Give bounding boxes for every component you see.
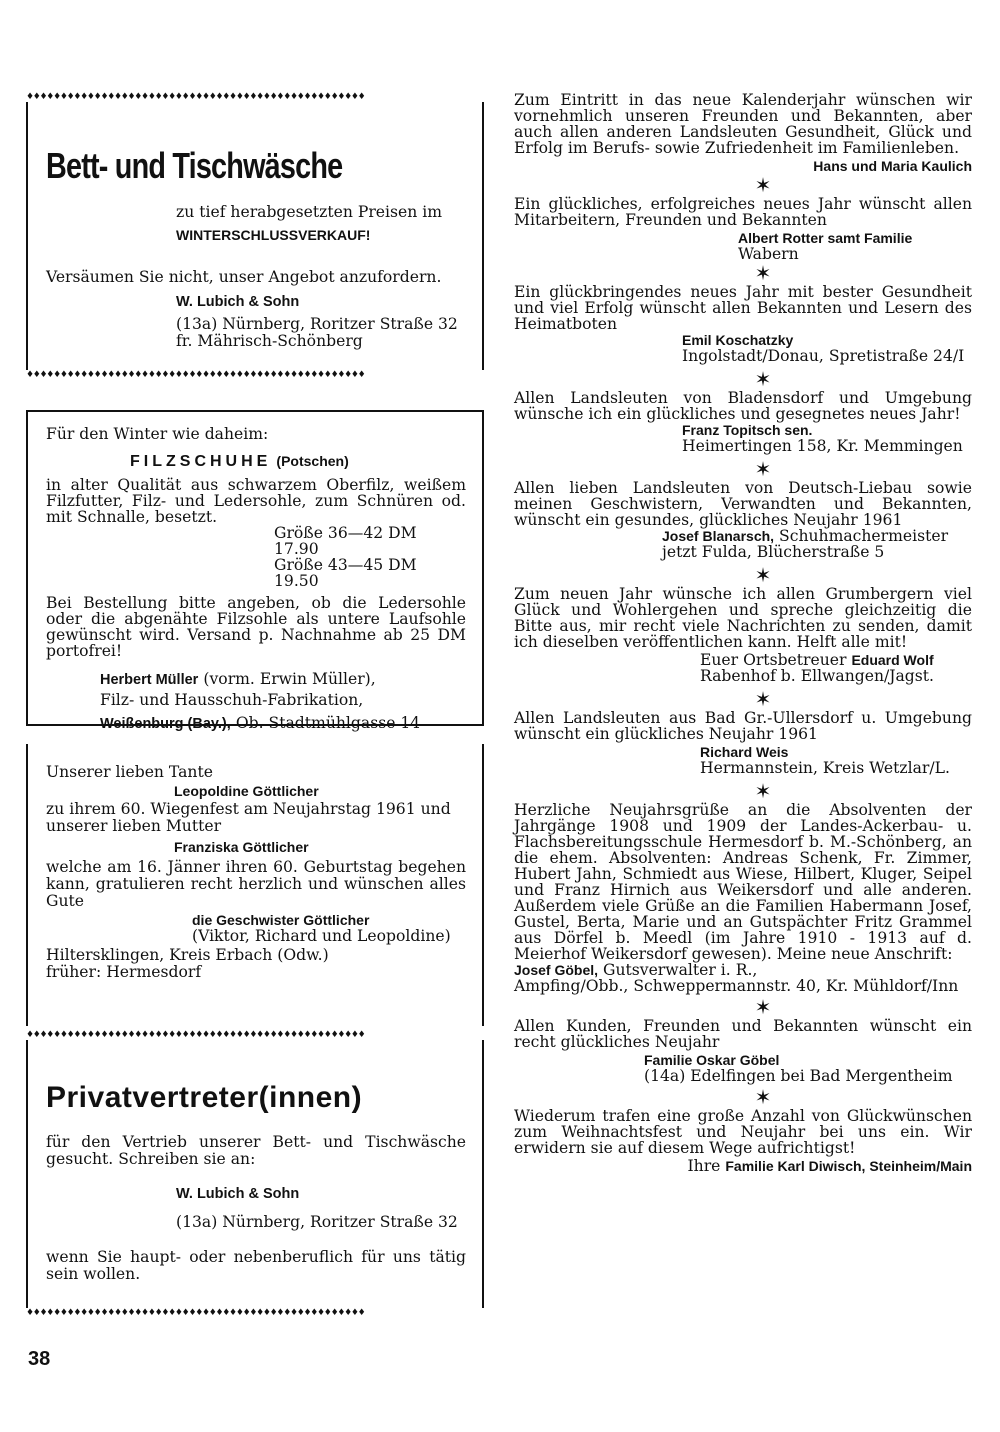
street: Ob. Stadtmühlgasse 14 xyxy=(235,714,421,732)
name-note: (vorm. Erwin Müller), xyxy=(203,670,376,688)
ad-text: Bei Bestellung bitte angeben, ob die Ledersohle oder die abgenähte Filzsohle als untere Laufsohle gewünscht wird. Versand p. Nachnahme ab 25 DM portofrei! xyxy=(46,594,466,660)
greeting-text: Allen Landsleuten aus Bad Gr.-Ullersdorf u. Umgebung wünscht ein glückliches Neujahr 1961 xyxy=(514,709,972,743)
greeting-text: Wiederum trafen eine große Anzahl von Glückwünschen zum Weihnachtsfest und Neujahr bei uns ein. Wir erwidern sie auf diesem Wege aufrichtigst! xyxy=(514,1107,972,1157)
star-icon: ✶ xyxy=(754,261,772,285)
ad-privatvertreter xyxy=(26,1030,484,1318)
person-name: Leopoldine Göttlicher xyxy=(174,783,319,799)
greeting-name: Richard Weis xyxy=(700,744,789,760)
ad-bettwaesche xyxy=(26,92,484,380)
ad-text: wenn Sie haupt- oder nebenberuflich für uns tätig sein wollen. xyxy=(46,1248,466,1283)
ad-text: Filz- und Hausschuh-Fabrikation, xyxy=(100,691,364,709)
greeting-text: Zum Eintritt in das neue Kalenderjahr wünschen wir vornehmlich unseren Freunden und Bekannten, aber auch allen anderen Landsleuten Gesundheit, Glück und Erfolg im Berufs- sowie Zufriedenheit im Familienleben. xyxy=(514,91,972,157)
page-number: 38 xyxy=(28,1348,51,1370)
ad-text: WINTERSCHLUSSVERKAUF! xyxy=(176,227,371,243)
greeting xyxy=(514,1108,972,1174)
person-name: Franziska Göttlicher xyxy=(174,839,309,855)
ad-text: für den Vertrieb unserer Bett- und Tischwäsche gesucht. Schreiben sie an: xyxy=(46,1133,466,1168)
greeting-address: (14a) Edelfingen bei Bad Mergentheim xyxy=(644,1067,953,1085)
ornament-border: ♦♦♦♦♦♦♦♦♦♦♦♦♦♦♦♦♦♦♦♦♦♦♦♦♦♦♦♦♦♦♦♦♦♦♦♦♦♦♦♦♦♦♦♦♦♦♦♦♦♦ xyxy=(26,92,365,102)
star-icon: ✶ xyxy=(754,563,772,587)
greeting-text: Allen lieben Landsleuten von Deutsch-Liebau sowie meinen Geschwistern, Verwandten und Bekannten, wünscht ein gesundes, glückliches Neujahr 1961 xyxy=(514,479,972,529)
greeting xyxy=(514,1018,972,1084)
ad-text: zu tief herabgesetzten Preisen im xyxy=(176,203,443,221)
person-name: Herbert Müller xyxy=(100,672,199,688)
ad-headline: Bett- und Tischwäsche xyxy=(46,145,343,186)
star-icon: ✶ xyxy=(754,457,772,481)
greeting-text: Allen Kunden, Freunden und Bekannten wünscht ein recht glückliches Neujahr xyxy=(514,1017,972,1051)
address: früher: Hermesdorf xyxy=(46,963,202,981)
star-icon: ✶ xyxy=(754,687,772,711)
greeting-text: Allen Landsleuten von Bladensdorf und Umgebung wünsche ich ein glückliches und gesegnetes neues Jahr! xyxy=(514,389,972,423)
greeting-name: Emil Koschatzky xyxy=(682,332,794,348)
ad-text: Für den Winter wie daheim: xyxy=(46,425,269,443)
greeting-name: Eduard Wolf xyxy=(851,652,934,668)
greeting-name: Familie Karl Diwisch, Steinheim/Main xyxy=(725,1158,972,1174)
product-name: FILZSCHUHE xyxy=(130,453,272,470)
signature: die Geschwister Göttlicher xyxy=(192,912,370,928)
company-name: W. Lubich & Sohn xyxy=(176,1186,300,1202)
greeting-address: Rabenhof b. Ellwangen/Jagst. xyxy=(700,667,935,685)
ad-text: welche am 16. Jänner ihren 60. Geburtstag begehen kann, gratulieren recht herzlich und wünschen alles Gute xyxy=(46,858,466,910)
star-icon: ✶ xyxy=(754,995,772,1019)
address: (13a) Nürnberg, Roritzer Straße 32 xyxy=(176,1213,458,1231)
greeting xyxy=(514,586,972,684)
ornament-border: ♦♦♦♦♦♦♦♦♦♦♦♦♦♦♦♦♦♦♦♦♦♦♦♦♦♦♦♦♦♦♦♦♦♦♦♦♦♦♦♦♦♦♦♦♦♦♦♦♦♦ xyxy=(26,370,365,380)
product-note: (Potschen) xyxy=(276,453,349,469)
greeting-name-suffix: Schuhmachermeister xyxy=(779,527,949,545)
signature-note: (Viktor, Richard und Leopoldine) xyxy=(192,927,451,945)
address: fr. Mährisch-Schönberg xyxy=(176,332,363,350)
star-icon: ✶ xyxy=(754,779,772,803)
ornament-border: ♦♦♦♦♦♦♦♦♦♦♦♦♦♦♦♦♦♦♦♦♦♦♦♦♦♦♦♦♦♦♦♦♦♦♦♦♦♦♦♦♦♦♦♦♦♦♦♦♦♦ xyxy=(26,1308,365,1318)
greeting-address: Heimertingen 158, Kr. Memmingen xyxy=(682,437,963,455)
star-icon: ✶ xyxy=(754,173,772,197)
greeting-name-suffix: Gutsverwalter i. R., xyxy=(603,961,758,979)
greeting-address: Ingolstadt/Donau, Spretistraße 24/I xyxy=(682,347,965,365)
greeting-text: Ein glückliches, erfolgreiches neues Jahr wünscht allen Mitarbeitern, Freunden und Bekannten xyxy=(514,195,972,229)
ornament-border: ♦♦♦♦♦♦♦♦♦♦♦♦♦♦♦♦♦♦♦♦♦♦♦♦♦♦♦♦♦♦♦♦♦♦♦♦♦♦♦♦♦♦♦♦♦♦♦♦♦♦ xyxy=(26,1030,365,1040)
company-name: W. Lubich & Sohn xyxy=(176,294,300,310)
greeting xyxy=(514,802,972,994)
right-column xyxy=(514,92,972,1174)
ad-text: Unserer lieben Tante xyxy=(46,763,213,781)
greeting-text: Herzliche Neujahrsgrüße an die Absolventen der Jahrgänge 1908 und 1909 der Landes-Ackerbau- u. Flachsbereitungsschule Hermesdorf b. M.-Schönberg, an die ehem. Absolventen: Andreas Schenk, Fr. Zimmer, Hubert Jahn, Schmiedt aus Wiese, Hilbert, Kluger, Seipel und Franz Hirnich aus Weikersdorf und alle anderen. Außerdem viele Grüße an die Familien Habermann Josef, Gustel, Berta, Marie und an Gutspächter Fritz Grammel aus Dörfel b. Meedl (im Jahre 1910 - 1913 auf d. Meierhof Weikersdorf gewesen). Meine neue Anschrift: xyxy=(514,801,972,963)
greeting xyxy=(514,390,972,454)
star-icon: ✶ xyxy=(754,367,772,391)
price-line: Größe 36—42 DM 17.90 xyxy=(274,524,417,558)
greeting xyxy=(514,710,972,776)
greeting-name: Josef Göbel, xyxy=(514,962,599,978)
greeting-text: Zum neuen Jahr wünsche ich allen Grumbergern viel Glück und Wohlergehen und spreche gleichzeitig die Bitte aus, mir recht viele Nachrichten zu senden, damit ich dieselben veröffentlichen kann. Helft alle mit! xyxy=(514,585,972,651)
price-line: Größe 43—45 DM 19.50 xyxy=(274,556,417,590)
ad-text: zu ihrem 60. Wiegenfest am Neujahrstag 1961 und unserer lieben Mutter xyxy=(46,800,451,835)
ad-headline: Privatvertreter(innen) xyxy=(46,1081,363,1114)
greeting-name: Franz Topitsch sen. xyxy=(682,422,813,438)
ad-birthday xyxy=(26,744,484,1026)
greeting-name: Josef Blanarsch, xyxy=(662,528,775,544)
ad-filzschuhe xyxy=(26,410,484,732)
ad-text: in alter Qualität aus schwarzem Oberfilz, weißem Filzfutter, Filz- und Ledersohle, zum Schnüren od. mit Schnalle, besetzt. xyxy=(46,476,466,526)
greeting-address: Hermannstein, Kreis Wetzlar/L. xyxy=(700,759,950,777)
greeting-name-prefix: Euer Ortsbetreuer xyxy=(700,651,847,669)
greeting-address: Ampfing/Obb., Schweppermannstr. 40, Kr. Mühldorf/Inn xyxy=(514,977,959,995)
greeting xyxy=(514,196,972,262)
greeting xyxy=(514,284,972,364)
greeting xyxy=(514,480,972,560)
greeting-text: Ein glückbringendes neues Jahr mit bester Gesundheit und viel Erfolg wünscht allen Bekannten und Lesern des Heimatboten xyxy=(514,283,972,333)
address: Hiltersklingen, Kreis Erbach (Odw.) xyxy=(46,946,329,964)
greeting-address: jetzt Fulda, Blücherstraße 5 xyxy=(662,543,885,561)
city: Weißenburg (Bay.), xyxy=(100,716,231,732)
star-icon: ✶ xyxy=(754,1085,772,1109)
greeting-name: Albert Rotter samt Familie xyxy=(738,230,913,246)
greeting-address: Wabern xyxy=(738,245,799,263)
ad-text: Versäumen Sie nicht, unser Angebot anzufordern. xyxy=(46,268,442,286)
greeting-name: Familie Oskar Göbel xyxy=(644,1052,780,1068)
greeting xyxy=(514,92,972,174)
address: (13a) Nürnberg, Roritzer Straße 32 xyxy=(176,315,458,333)
greeting-name: Hans und Maria Kaulich xyxy=(813,158,972,174)
greeting-name-prefix: Ihre xyxy=(687,1157,721,1175)
